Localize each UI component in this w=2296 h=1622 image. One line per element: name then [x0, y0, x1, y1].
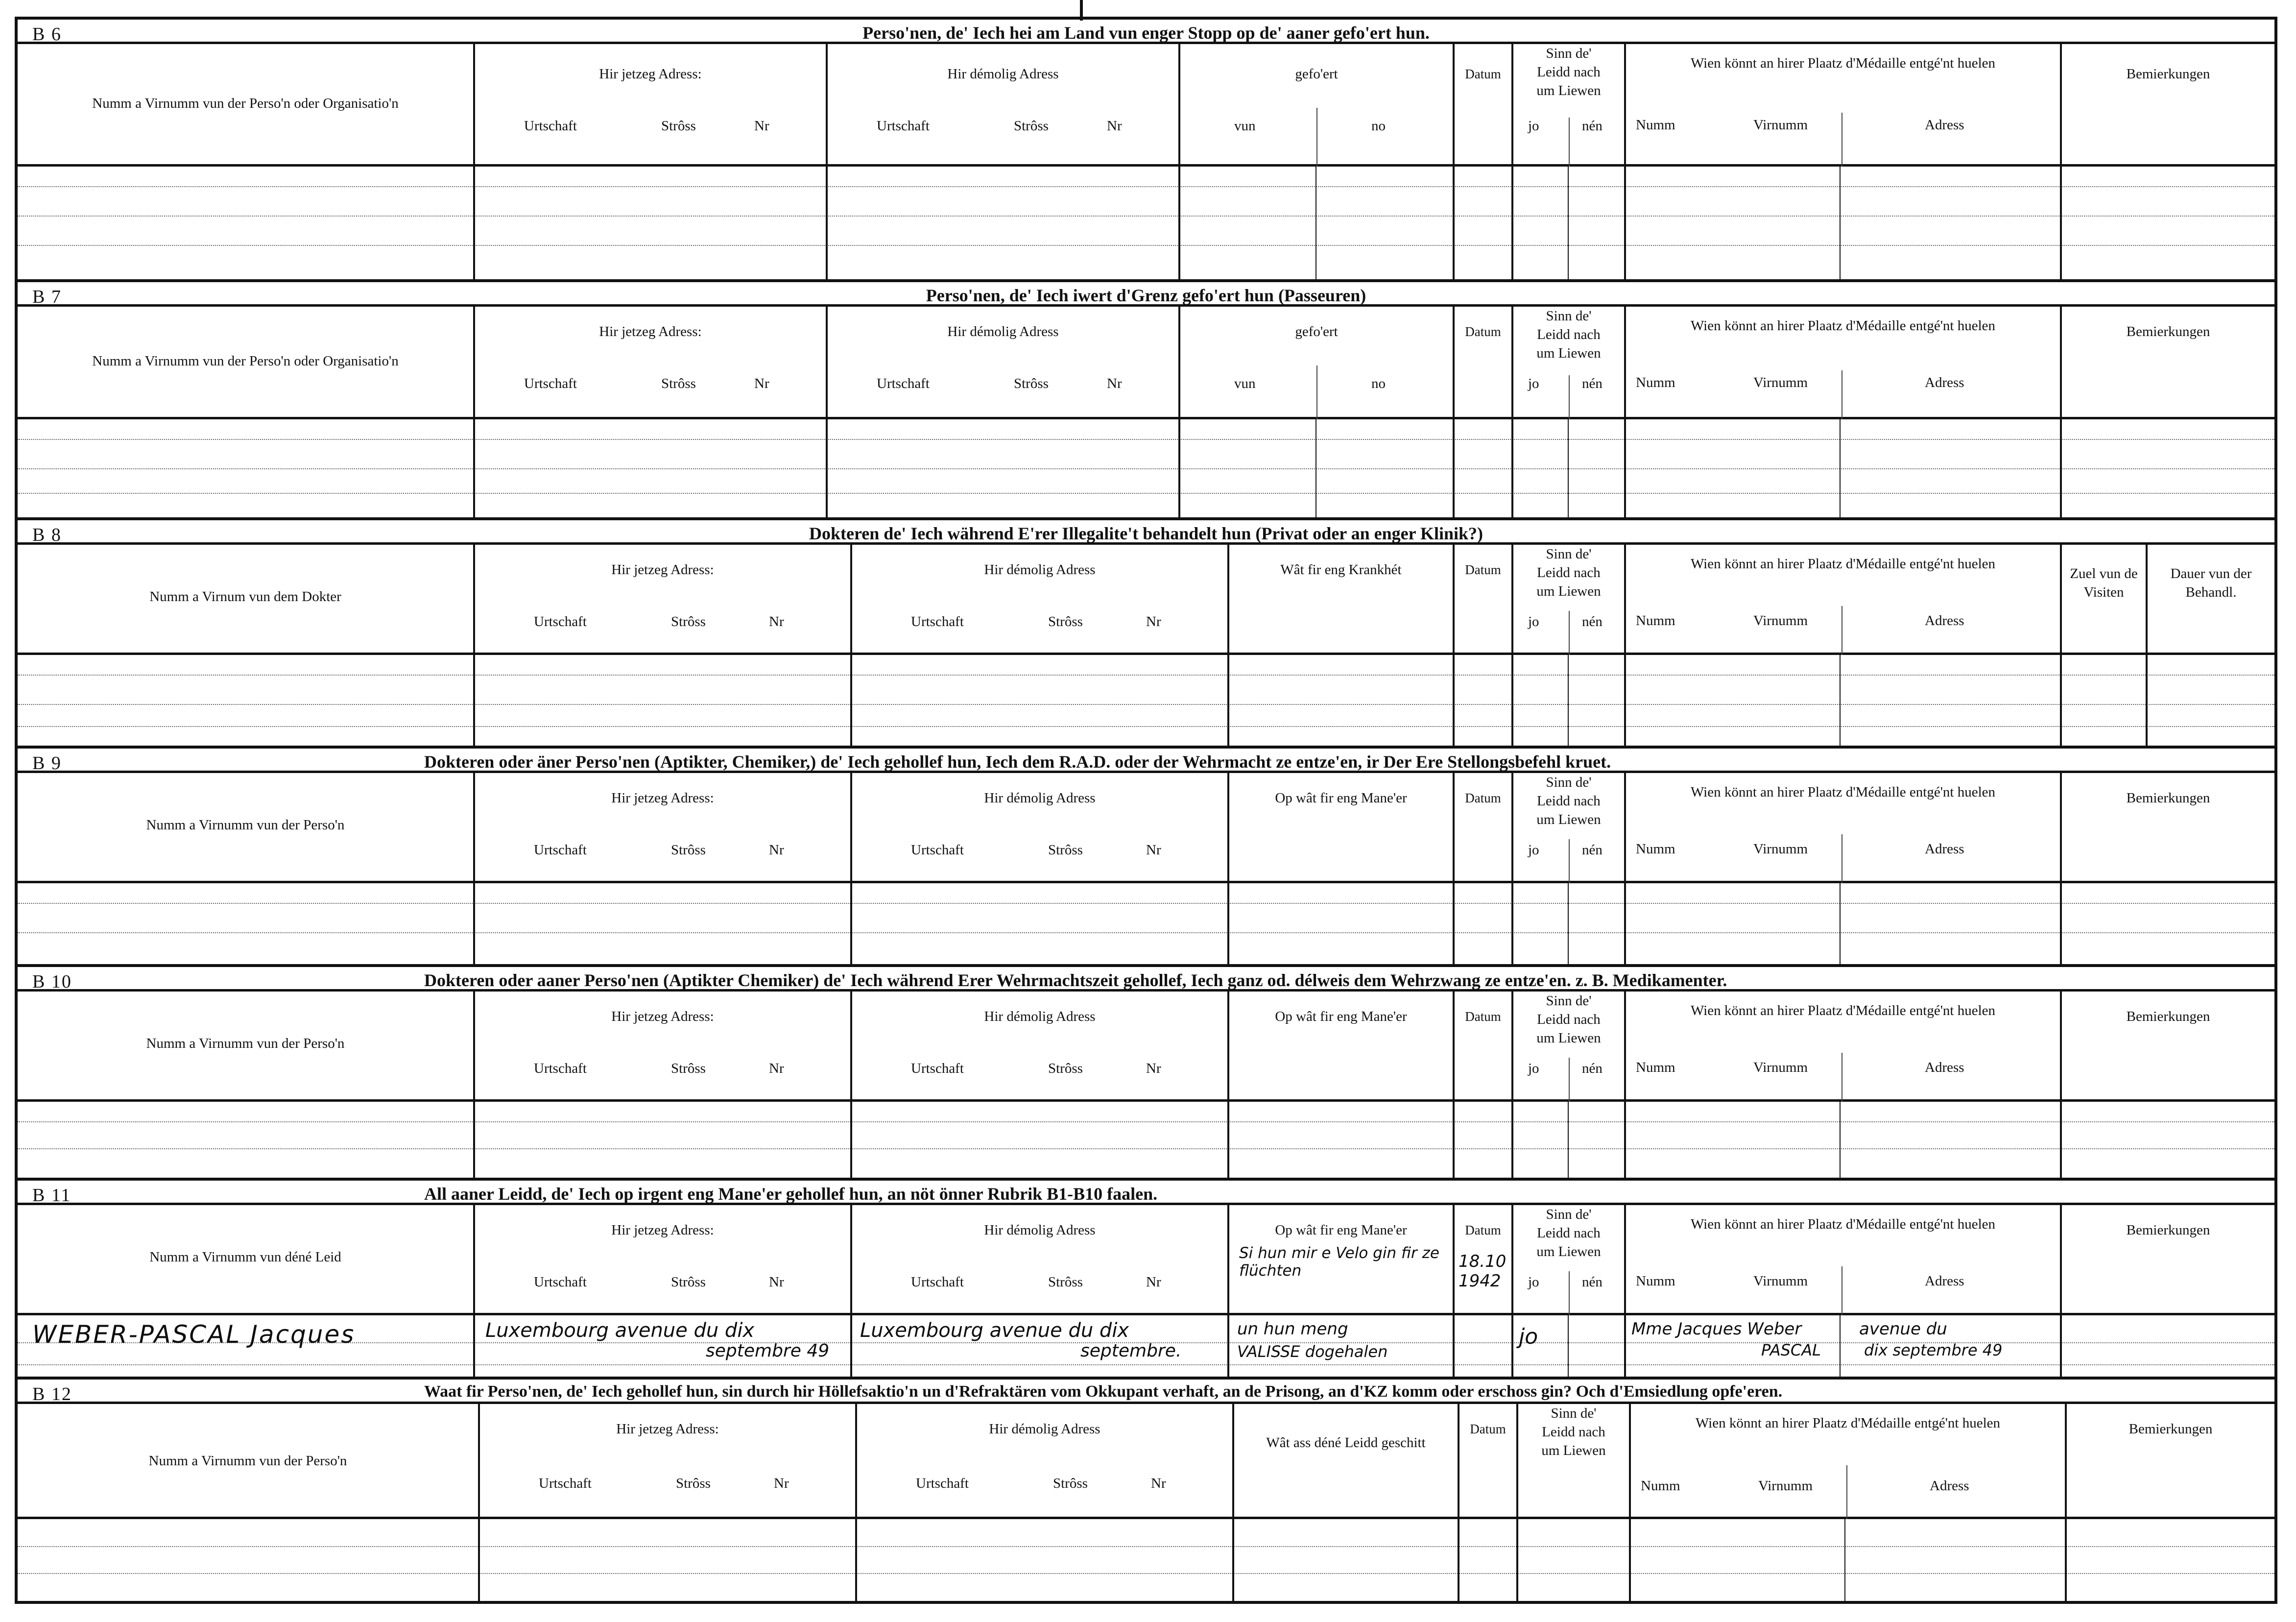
- col-former-address: [826, 44, 1178, 164]
- divider: [1569, 1271, 1570, 1315]
- label-date: Datum: [1465, 562, 1501, 577]
- column-header-row: [18, 545, 2274, 655]
- label-treatment-duration: Dauer vun der Behandl.: [2170, 566, 2252, 600]
- col-remarks: [2060, 307, 2274, 417]
- col-former-address: [850, 773, 1227, 881]
- section-header-bar: [18, 282, 2274, 307]
- label-nr: Nr: [769, 842, 784, 858]
- label-date: Datum: [1470, 1422, 1506, 1436]
- col-alive: [1511, 545, 1624, 653]
- section-code: B 10: [32, 971, 72, 992]
- column-header-row: [18, 1205, 2274, 1315]
- label-date: Datum: [1465, 1223, 1501, 1237]
- section-code: B 7: [32, 287, 62, 307]
- label-city: Urtschaft: [534, 1061, 587, 1076]
- section-code: B 11: [32, 1185, 72, 1206]
- col-date: [1453, 992, 1511, 1099]
- col-alive: [1511, 44, 1624, 164]
- label-date: Datum: [1465, 1009, 1501, 1024]
- label-yes: jo: [1528, 842, 1539, 858]
- label-name: Numm a Virnumm vun déné Leid: [149, 1249, 341, 1265]
- column-header-row: [18, 44, 2274, 167]
- label-city: Urtschaft: [911, 614, 964, 629]
- label-former-address: Hir démolig Adress: [947, 324, 1059, 339]
- label-remarks: Bemierkungen: [2129, 1421, 2213, 1437]
- label-medal: Wien könnt an hirer Plaatz d'Médaille entgé'nt huelen: [1690, 1216, 1996, 1232]
- col-alive: [1511, 1205, 1624, 1313]
- section-b8: [18, 520, 2274, 746]
- col-current-address: [478, 1404, 855, 1517]
- col-date: [1458, 1404, 1516, 1517]
- label-from: vun: [1234, 376, 1256, 391]
- label-city: Urtschaft: [534, 614, 587, 629]
- label-no: nén: [1582, 842, 1602, 858]
- label-date: Datum: [1465, 791, 1501, 805]
- col-remarks: [2060, 1205, 2274, 1313]
- col-medal: [1624, 992, 2060, 1099]
- col-date: [1453, 773, 1511, 881]
- section-title: Dokteren oder aaner Perso'nen (Aptikter Chemiker) de' Iech während Erer Wehrmachtszeit gehollef, Iech ganz od. délweis dem Wehrzwang ze entze'en. z. B. Medikamenter.: [424, 970, 1727, 990]
- section-title: Dokteren oder äner Perso'nen (Aptikter, Chemiker,) de' Iech gehollef hun, Iech dem R.A.D. oder der Wehrmacht ze entze'en, ir Der Ere Stellongsbefehl kruet.: [424, 752, 1611, 772]
- label-no: nén: [1582, 614, 1602, 629]
- label-medal-first: Virnumm: [1753, 613, 1808, 629]
- label-nr: Nr: [754, 376, 769, 391]
- col-former-address: [855, 1404, 1232, 1517]
- col-manner: [1227, 1205, 1453, 1313]
- label-medal-addr: Adress: [1925, 1060, 1964, 1075]
- label-city: Urtschaft: [911, 842, 964, 858]
- label-medal-first: Virnumm: [1758, 1478, 1813, 1494]
- label-medal: Wien könnt an hirer Plaatz d'Médaille entgé'nt huelen: [1695, 1415, 2001, 1431]
- col-name: [18, 1404, 478, 1517]
- label-medal-name: Numm: [1636, 613, 1675, 629]
- label-street: Strôss: [1014, 118, 1049, 134]
- label-street: Strôss: [1048, 842, 1083, 858]
- col-driven: [1178, 307, 1453, 417]
- label-medal-name: Numm: [1636, 841, 1675, 857]
- label-no: nén: [1582, 1061, 1602, 1076]
- handwritten-manner-line2: VALISSE dogehalen: [1237, 1342, 1388, 1361]
- section-header-bar: [18, 967, 2274, 992]
- divider: [1316, 108, 1317, 167]
- section-code: B 6: [32, 24, 62, 45]
- label-manner: Op wât fir eng Mane'er: [1275, 790, 1407, 806]
- label-name: Numm a Virnumm vun der Perso'n: [146, 817, 345, 833]
- label-medal-name: Numm: [1641, 1478, 1680, 1494]
- label-medal-first: Virnumm: [1753, 1273, 1808, 1289]
- data-rows: [18, 883, 2274, 964]
- section-b9: [18, 749, 2274, 964]
- label-happened: Wât ass déné Leidd geschitt: [1266, 1435, 1426, 1451]
- handwritten-manner-line1: un hun meng: [1237, 1319, 1348, 1339]
- divider: [1846, 1465, 1847, 1519]
- col-name: [18, 545, 473, 653]
- col-treatment-duration: [2146, 545, 2274, 653]
- col-name: [18, 1205, 473, 1313]
- label-street: Strôss: [671, 842, 706, 858]
- label-medal-addr: Adress: [1925, 375, 1964, 390]
- label-driven: gefo'ert: [1295, 66, 1338, 82]
- label-nr: Nr: [1151, 1476, 1166, 1491]
- label-current-address: Hir jetzeg Adress:: [611, 1222, 714, 1238]
- divider: [1569, 839, 1570, 883]
- label-former-address: Hir démolig Adress: [984, 790, 1096, 806]
- handwritten-alive-yes: jo: [1519, 1324, 1538, 1349]
- col-remarks: [2060, 773, 2274, 881]
- label-to: no: [1371, 118, 1386, 134]
- label-alive: Sinn de' Leidd nach um Liewen: [1536, 993, 1601, 1046]
- label-street: Strôss: [661, 376, 696, 391]
- divider: [1569, 1058, 1570, 1102]
- section-title: All aaner Leidd, de' Iech op irgent eng Mane'er gehollef hun, an nöt önner Rubrik B1-B10 faalen.: [424, 1184, 1158, 1204]
- label-former-address: Hir démolig Adress: [989, 1421, 1100, 1437]
- col-name: [18, 773, 473, 881]
- label-alive: Sinn de' Leidd nach um Liewen: [1536, 775, 1601, 827]
- section-code: B 8: [32, 525, 62, 545]
- section-b12: [18, 1380, 2274, 1601]
- section-b10: [18, 967, 2274, 1178]
- label-street: Strôss: [1048, 614, 1083, 629]
- label-current-address: Hir jetzeg Adress:: [611, 1009, 714, 1024]
- label-alive: Sinn de' Leidd nach um Liewen: [1536, 1207, 1601, 1259]
- label-former-address: Hir démolig Adress: [947, 66, 1059, 82]
- col-date: [1453, 545, 1511, 653]
- handwritten-medal-address-line1: avenue du: [1859, 1319, 1947, 1339]
- label-nr: Nr: [1146, 1274, 1161, 1290]
- column-header-row: [18, 773, 2274, 883]
- handwritten-current-address-line1: Luxembourg avenue du dix: [485, 1319, 755, 1342]
- data-rows: [18, 1519, 2274, 1601]
- label-nr: Nr: [1146, 614, 1161, 629]
- handwritten-medal-name-line2: PASCAL: [1761, 1341, 1821, 1359]
- filled-data-row: [18, 1315, 2274, 1377]
- label-from: vun: [1234, 118, 1256, 134]
- label-medal-name: Numm: [1636, 1273, 1675, 1289]
- col-visit-goal: [2060, 545, 2146, 653]
- col-manner: [1227, 773, 1453, 881]
- label-nr: Nr: [769, 614, 784, 629]
- label-street: Strôss: [671, 1274, 706, 1290]
- label-driven: gefo'ert: [1295, 324, 1338, 339]
- label-medal: Wien könnt an hirer Plaatz d'Médaille entgé'nt huelen: [1690, 318, 1996, 334]
- label-city: Urtschaft: [916, 1476, 969, 1491]
- section-header-bar: [18, 20, 2274, 44]
- form-sheet: [15, 17, 2277, 1604]
- label-city: Urtschaft: [539, 1476, 592, 1491]
- col-medal: [1629, 1404, 2065, 1517]
- label-nr: Nr: [769, 1061, 784, 1076]
- label-remarks: Bemierkungen: [2126, 790, 2210, 806]
- col-former-address: [826, 307, 1178, 417]
- label-current-address: Hir jetzeg Adress:: [599, 324, 702, 339]
- col-current-address: [473, 545, 850, 653]
- label-manner: Op wât fir eng Mane'er: [1275, 1222, 1407, 1238]
- label-street: Strôss: [1053, 1476, 1088, 1491]
- label-medal-first: Virnumm: [1753, 375, 1808, 390]
- data-rows: [18, 167, 2274, 279]
- label-no: nén: [1582, 118, 1602, 134]
- label-city: Urtschaft: [877, 376, 930, 391]
- label-former-address: Hir démolig Adress: [984, 1222, 1096, 1238]
- section-header-bar: [18, 1181, 2274, 1205]
- label-name: Numm a Virnum vun dem Dokter: [149, 589, 341, 605]
- col-alive: [1511, 307, 1624, 417]
- label-remarks: Bemierkungen: [2126, 1222, 2210, 1238]
- label-alive: Sinn de' Leidd nach um Liewen: [1536, 46, 1601, 98]
- label-city: Urtschaft: [877, 118, 930, 134]
- col-current-address: [473, 992, 850, 1099]
- col-current-address: [473, 307, 826, 417]
- col-alive: [1511, 992, 1624, 1099]
- label-name: Numm a Virnumm vun der Perso'n: [146, 1036, 345, 1051]
- label-yes: jo: [1528, 614, 1539, 629]
- label-medal-first: Virnumm: [1753, 117, 1808, 133]
- data-rows: [18, 419, 2274, 517]
- col-manner: [1227, 992, 1453, 1099]
- handwritten-former-address-line1: Luxembourg avenue du dix: [860, 1319, 1129, 1342]
- divider: [1569, 118, 1570, 167]
- col-name: [18, 307, 473, 417]
- section-b7: [18, 282, 2274, 517]
- section-header-bar: [18, 1380, 2274, 1404]
- col-happened: [1232, 1404, 1458, 1517]
- section-title: Perso'nen, de' Iech iwert d'Grenz gefo'ert hun (Passeuren): [926, 286, 1366, 305]
- label-former-address: Hir démolig Adress: [984, 562, 1096, 578]
- label-alive: Sinn de' Leidd nach um Liewen: [1536, 546, 1601, 599]
- divider: [1569, 611, 1570, 655]
- col-date: [1453, 1205, 1511, 1313]
- label-date: Datum: [1465, 324, 1501, 339]
- handwritten-current-address-line2: septembre 49: [706, 1341, 830, 1361]
- divider: [1316, 365, 1317, 419]
- label-to: no: [1371, 376, 1386, 391]
- col-alive: [1511, 773, 1624, 881]
- col-name: [18, 44, 473, 164]
- handwritten-name: WEBER-PASCAL Jacques: [32, 1320, 356, 1349]
- label-medal-name: Numm: [1636, 375, 1675, 390]
- divider: [1569, 375, 1570, 419]
- label-street: Strôss: [671, 1061, 706, 1076]
- label-name: Numm a Virnumm vun der Perso'n oder Organisatio'n: [92, 96, 399, 111]
- label-former-address: Hir démolig Adress: [984, 1009, 1096, 1024]
- column-header-row: [18, 992, 2274, 1102]
- section-code: B 12: [32, 1384, 72, 1404]
- section-header-bar: [18, 520, 2274, 545]
- label-manner: Op wât fir eng Mane'er: [1275, 1009, 1407, 1024]
- data-rows: [18, 655, 2274, 746]
- label-current-address: Hir jetzeg Adress:: [611, 562, 714, 578]
- label-current-address: Hir jetzeg Adress:: [611, 790, 714, 806]
- col-current-address: [473, 44, 826, 164]
- label-medal-first: Virnumm: [1753, 841, 1808, 857]
- label-alive: Sinn de' Leidd nach um Liewen: [1541, 1405, 1606, 1458]
- col-former-address: [850, 545, 1227, 653]
- label-medal-name: Numm: [1636, 117, 1675, 133]
- label-nr: Nr: [774, 1476, 789, 1491]
- label-city: Urtschaft: [911, 1061, 964, 1076]
- label-medal: Wien könnt an hirer Plaatz d'Médaille entgé'nt huelen: [1690, 1003, 1996, 1018]
- label-no: nén: [1582, 1274, 1602, 1290]
- handwritten-former-address-line2: septembre.: [1080, 1341, 1182, 1361]
- col-date: [1453, 307, 1511, 417]
- section-b11: [18, 1181, 2274, 1377]
- label-city: Urtschaft: [524, 376, 577, 391]
- label-city: Urtschaft: [524, 118, 577, 134]
- label-medal-first: Virnumm: [1753, 1060, 1808, 1075]
- label-nr: Nr: [769, 1274, 784, 1290]
- label-medal-addr: Adress: [1925, 117, 1964, 133]
- col-name: [18, 992, 473, 1099]
- label-street: Strôss: [1048, 1061, 1083, 1076]
- column-header-row: [18, 1404, 2274, 1519]
- label-yes: jo: [1528, 376, 1539, 391]
- handwritten-medal-name-line1: Mme Jacques Weber: [1631, 1319, 1802, 1339]
- label-street: Strôss: [661, 118, 696, 134]
- col-medal: [1624, 773, 2060, 881]
- col-medal: [1624, 545, 2060, 653]
- label-medal-addr: Adress: [1925, 841, 1964, 857]
- label-yes: jo: [1528, 118, 1539, 134]
- col-medal: [1624, 1205, 2060, 1313]
- section-title: Dokteren de' Iech während E'rer Illegalite't behandelt hun (Privat oder an enger Klinik?): [809, 524, 1483, 543]
- handwritten-medal-address-line2: dix septembre 49: [1864, 1341, 2003, 1359]
- label-nr: Nr: [1107, 118, 1122, 134]
- label-visit-goal: Zuel vun de Visiten: [2070, 566, 2138, 600]
- label-nr: Nr: [754, 118, 769, 134]
- handwritten-manner-note: Si hun mir e Velo gin fir ze flüchten: [1239, 1244, 1439, 1280]
- col-illness: [1227, 545, 1453, 653]
- label-nr: Nr: [1107, 376, 1122, 391]
- col-current-address: [473, 1205, 850, 1313]
- label-street: Strôss: [1014, 376, 1049, 391]
- label-illness: Wât fir eng Krankhét: [1280, 562, 1402, 578]
- label-alive: Sinn de' Leidd nach um Liewen: [1536, 308, 1601, 361]
- label-medal: Wien könnt an hirer Plaatz d'Médaille entgé'nt huelen: [1690, 784, 1996, 800]
- label-city: Urtschaft: [534, 1274, 587, 1290]
- label-yes: jo: [1528, 1274, 1539, 1290]
- label-current-address: Hir jetzeg Adress:: [599, 66, 702, 82]
- label-remarks: Bemierkungen: [2126, 1009, 2210, 1024]
- col-medal: [1624, 44, 2060, 164]
- label-city: Urtschaft: [534, 842, 587, 858]
- label-medal-addr: Adress: [1925, 1273, 1964, 1289]
- section-code: B 9: [32, 753, 62, 774]
- label-no: nén: [1582, 376, 1602, 391]
- col-remarks: [2060, 992, 2274, 1099]
- label-current-address: Hir jetzeg Adress:: [616, 1421, 719, 1437]
- label-street: Strôss: [1048, 1274, 1083, 1290]
- column-header-row: [18, 307, 2274, 419]
- col-former-address: [850, 1205, 1227, 1313]
- label-medal: Wien könnt an hirer Plaatz d'Médaille entgé'nt huelen: [1690, 55, 1996, 71]
- label-medal-addr: Adress: [1925, 613, 1964, 629]
- col-driven: [1178, 44, 1453, 164]
- label-street: Strôss: [676, 1476, 711, 1491]
- col-date: [1453, 44, 1511, 164]
- handwritten-date: 18.10 1942: [1459, 1252, 1507, 1291]
- data-rows: [18, 1102, 2274, 1178]
- col-medal: [1624, 307, 2060, 417]
- label-remarks: Bemierkungen: [2126, 66, 2210, 82]
- col-former-address: [850, 992, 1227, 1099]
- col-current-address: [473, 773, 850, 881]
- label-date: Datum: [1465, 67, 1501, 81]
- section-title: Perso'nen, de' Iech hei am Land vun enger Stopp op de' aaner gefo'ert hun.: [862, 23, 1430, 43]
- label-street: Strôss: [671, 614, 706, 629]
- label-remarks: Bemierkungen: [2126, 324, 2210, 339]
- label-name: Numm a Virnumm vun der Perso'n oder Organisatio'n: [92, 353, 399, 369]
- label-name: Numm a Virnumm vun der Perso'n: [148, 1453, 347, 1469]
- label-medal: Wien könnt an hirer Plaatz d'Médaille entgé'nt huelen: [1690, 556, 1996, 572]
- col-remarks: [2065, 1404, 2274, 1517]
- label-medal-addr: Adress: [1930, 1478, 1969, 1494]
- label-medal-name: Numm: [1636, 1060, 1675, 1075]
- label-city: Urtschaft: [911, 1274, 964, 1290]
- section-title: Waat fir Perso'nen, de' Iech gehollef hun, sin durch hir Höllefsaktio'n un d'Refraktären vom Okkupant verhaft, an de Prisong, an d'KZ komm oder erschoss gin? Och d'Emsiedlung opfe'eren.: [424, 1382, 1783, 1401]
- label-nr: Nr: [1146, 1061, 1161, 1076]
- section-b6: [18, 20, 2274, 279]
- section-header-bar: [18, 749, 2274, 773]
- col-remarks: [2060, 44, 2274, 164]
- label-nr: Nr: [1146, 842, 1161, 858]
- col-alive: [1516, 1404, 1629, 1517]
- label-yes: jo: [1528, 1061, 1539, 1076]
